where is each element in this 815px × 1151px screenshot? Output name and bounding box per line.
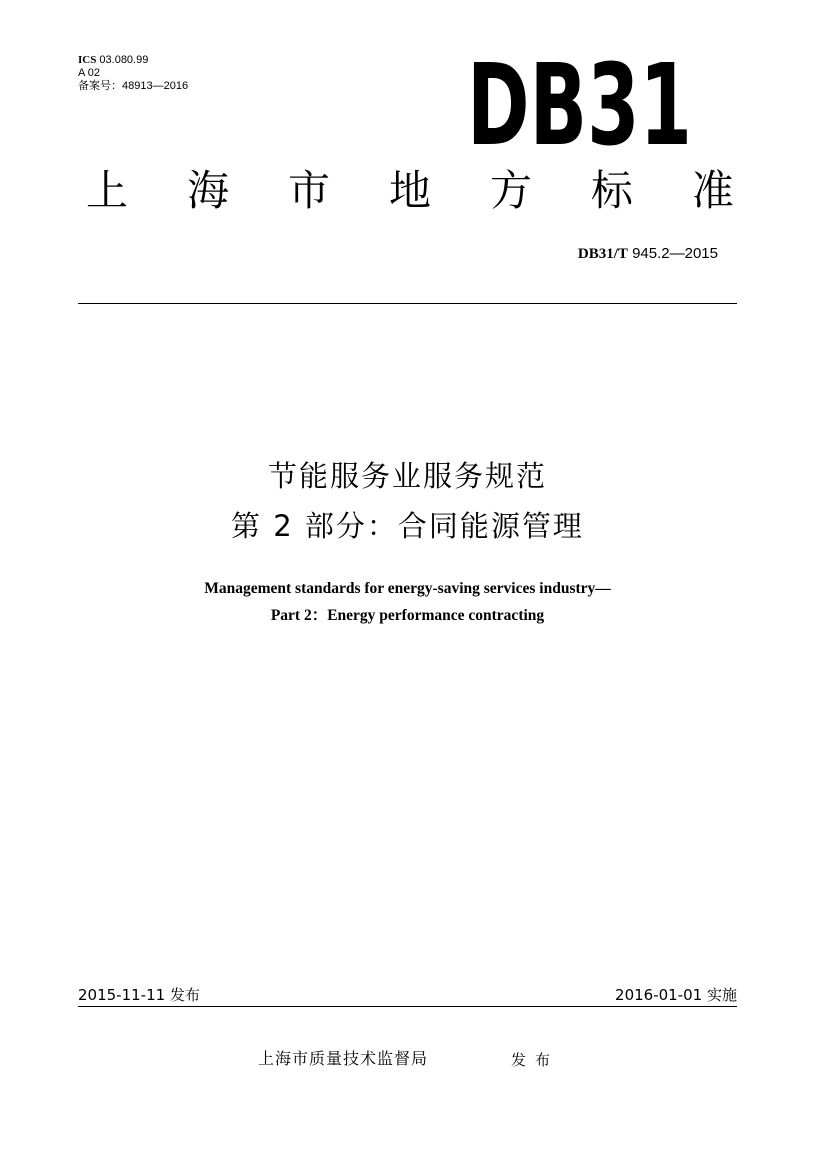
- publish-label: 发布: [511, 1051, 560, 1069]
- standard-type-char: 市: [287, 166, 330, 215]
- publisher-name: 上海市质量技术监督局: [258, 1049, 429, 1068]
- standard-type-char: 海: [186, 166, 229, 215]
- ics-code: 03.080.99: [99, 54, 149, 66]
- standard-code: 945.2—2015: [627, 245, 718, 262]
- title-en-line2: Part 2：Energy performance contracting: [270, 607, 545, 624]
- category-code: A 02: [78, 67, 101, 79]
- db31-logo: [467, 41, 692, 171]
- title-en-line1: Management standards for energy-saving services industry—: [204, 580, 611, 597]
- issue-date: 2015-11-11 发布: [78, 986, 200, 1004]
- title-cn-line2: 第 2 部分：合同能源管理: [231, 509, 584, 543]
- record-line: [78, 80, 188, 93]
- standard-type-char: 上: [86, 166, 129, 215]
- top-divider: [78, 303, 737, 304]
- standard-number: [578, 244, 718, 263]
- standard-prefix: DB31/T: [577, 246, 628, 262]
- record-label: 备案号：: [78, 80, 122, 92]
- ics-label: ICS: [78, 54, 97, 66]
- title-cn-line1: 节能服务业服务规范: [267, 459, 547, 493]
- bottom-divider: [78, 1006, 737, 1007]
- db31-logo-text: DB31: [467, 41, 692, 171]
- implementation-date: 2016-01-01 实施: [615, 986, 737, 1004]
- standard-type-char: 方: [489, 166, 532, 215]
- record-number: 48913—2016: [122, 80, 189, 92]
- standard-type-char: 标: [590, 166, 633, 215]
- standard-type-char: 地: [388, 166, 431, 215]
- standard-type-title: [86, 166, 734, 216]
- ics-line: [78, 54, 188, 67]
- standard-type-char: 准: [691, 166, 734, 215]
- document-metadata: [78, 54, 188, 93]
